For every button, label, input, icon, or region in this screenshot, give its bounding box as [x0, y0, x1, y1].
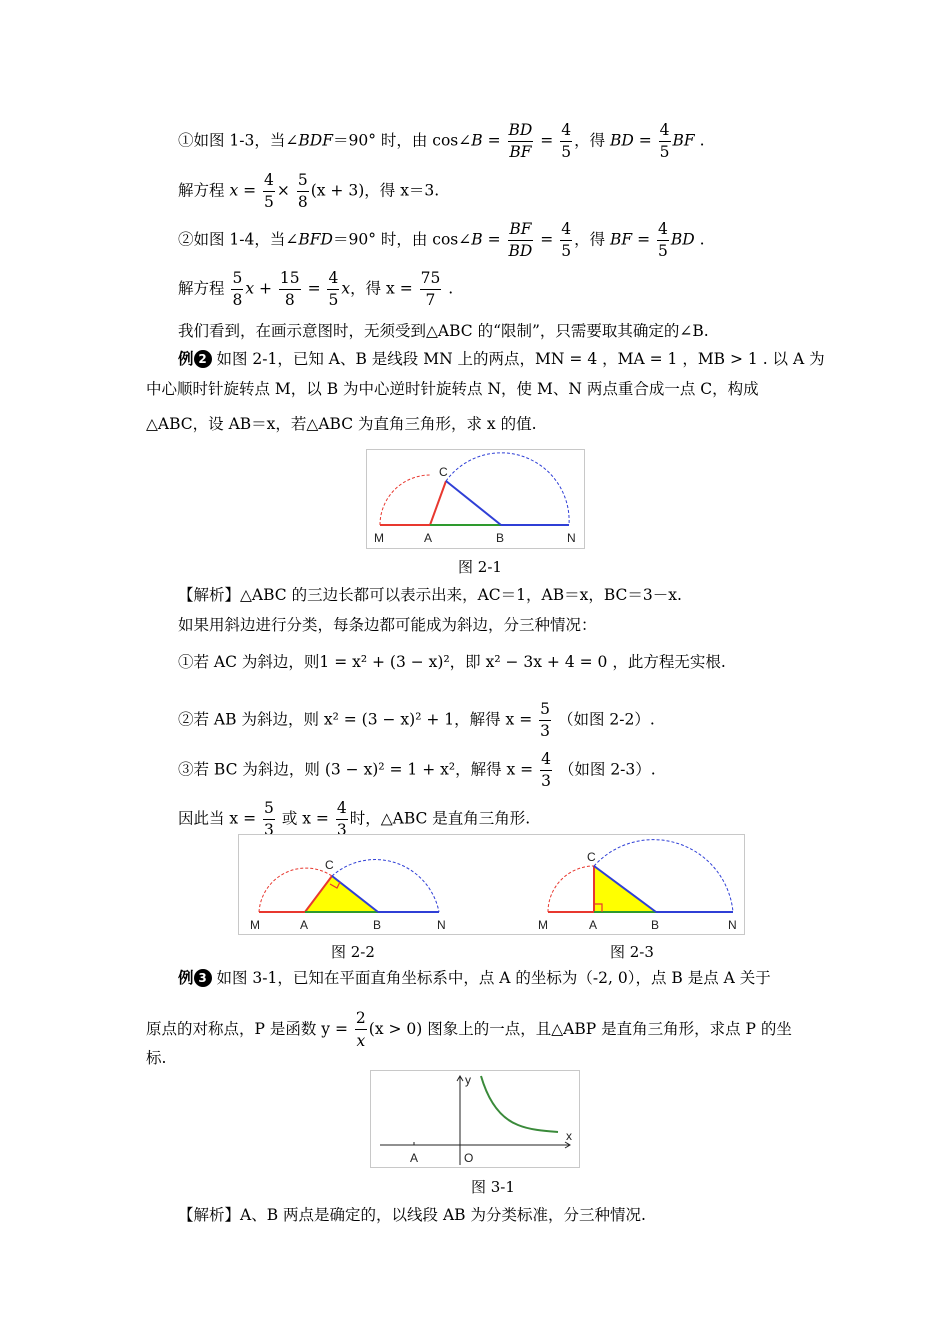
figure-2-2-and-2-3: [238, 834, 746, 935]
label-o: O: [464, 1151, 474, 1165]
svg-text:N: N: [728, 918, 737, 932]
example-2-line2: 中心顺时针旋转点 M，以 B 为中心逆时针旋转点 N，使 M、N 两点重合成一点 C，构成: [146, 380, 759, 398]
caption-2-3: 图 2-3: [610, 943, 654, 961]
svg-text:A: A: [300, 918, 309, 932]
solution-2-case3: ③若 BC 为斜边，则 (3 − x)² = 1 + x²，解得 x = $\frac{4}{3}$ （如图 2-3）.: [178, 750, 656, 790]
svg-text:A: A: [589, 918, 598, 932]
figure-3-1: [370, 1070, 581, 1169]
caption-2-2: 图 2-2: [331, 943, 375, 961]
label-c: C: [439, 465, 448, 479]
label-n: N: [567, 531, 576, 545]
label-y: y: [465, 1073, 471, 1087]
svg-text:M: M: [538, 918, 548, 932]
circled-number: 2: [194, 350, 212, 368]
figure-2-3: [538, 840, 737, 932]
para-observation: 我们看到，在画示意图时，无须受到△ABC 的“限制”，只需要取其确定的∠B.: [178, 322, 709, 340]
svg-text:M: M: [250, 918, 260, 932]
figure-2-1: [366, 449, 586, 549]
solution-2-line1: 【解析】△ABC 的三边长都可以表示出来，AC＝1，AB＝x，BC＝3－x.: [178, 586, 682, 604]
solution-2-conclusion: 因此当 x = $\frac{5}{3}$ 或 x = $\frac{4}{3}$ 时，△ABC 是直角三角形.: [178, 799, 531, 839]
label-x: x: [566, 1129, 572, 1143]
para-solve-1: 解方程 x = $\frac{4}{5}$ × $\frac{5}{8}$ (x + 3)，得 x＝3.: [178, 171, 440, 211]
label-m: M: [374, 531, 384, 545]
label-b: B: [496, 531, 505, 545]
solution-2-line2: 如果用斜边进行分类，每条边都可能成为斜边，分三种情况：: [178, 616, 597, 634]
para-case-bdf: ①如图 1-3，当∠BDF＝90° 时，由 cos∠B = $\frac{BD}{BF}$ = $\frac{4}{5}$ ，得 BD = $\frac{4}{5}$ BF .: [178, 121, 705, 161]
para-case-bfd: ②如图 1-4，当∠BFD＝90° 时，由 cos∠B = $\frac{BF}{BD}$ = $\frac{4}{5}$ ，得 BF = $\frac{4}{5}$ BD .: [178, 220, 705, 260]
example-2-line1: 例 2 如图 2-1，已知 A、B 是线段 MN 上的两点，MN = 4 ，MA = 1 ，MB > 1 . 以 A 为: [178, 349, 825, 368]
label-a: A: [424, 531, 433, 545]
para-solve-2: 解方程 $\frac{5}{8}$ x + $\frac{15}{8}$ = $\frac{4}{5}$ x，得 x = $\frac{75}{7}$ .: [178, 269, 454, 309]
label-a: A: [410, 1151, 419, 1165]
solution-3-line1: 【解析】A、B 两点是确定的，以线段 AB 为分类标准，分三种情况.: [178, 1206, 646, 1224]
svg-text:C: C: [587, 850, 596, 864]
svg-text:B: B: [373, 918, 382, 932]
circled-number: 3: [194, 969, 212, 987]
example-3-line2: 原点的对称点，P 是函数 y = $\frac{2}{x} (x > 0)$ 图象上的一点，且△ABP 是直角三角形，求点 P 的坐: [146, 1009, 792, 1050]
figure-2-2: [250, 858, 446, 932]
svg-text:N: N: [437, 918, 446, 932]
caption-3-1: 图 3-1: [471, 1178, 515, 1196]
solution-2-case1: ①若 AC 为斜边，则1 = x² + (3 − x)²，即 x² − 3x + 4 = 0 ，此方程无实根.: [178, 653, 726, 671]
example-3-line1: 例 3 如图 3-1，已知在平面直角坐标系中，点 A 的坐标为（-2, 0），点 B 是点 A 关于: [178, 968, 771, 987]
svg-text:C: C: [325, 858, 334, 872]
example-2-line3: △ABC，设 AB＝x，若△ABC 为直角三角形，求 x 的值.: [146, 415, 537, 433]
svg-text:B: B: [651, 918, 660, 932]
caption-2-1: 图 2-1: [458, 558, 502, 576]
example-3-line3: 标.: [146, 1049, 167, 1067]
solution-2-case2: ②若 AB 为斜边，则 x² = (3 − x)² + 1，解得 x = $\frac{5}{3}$ （如图 2-2）.: [178, 700, 655, 740]
